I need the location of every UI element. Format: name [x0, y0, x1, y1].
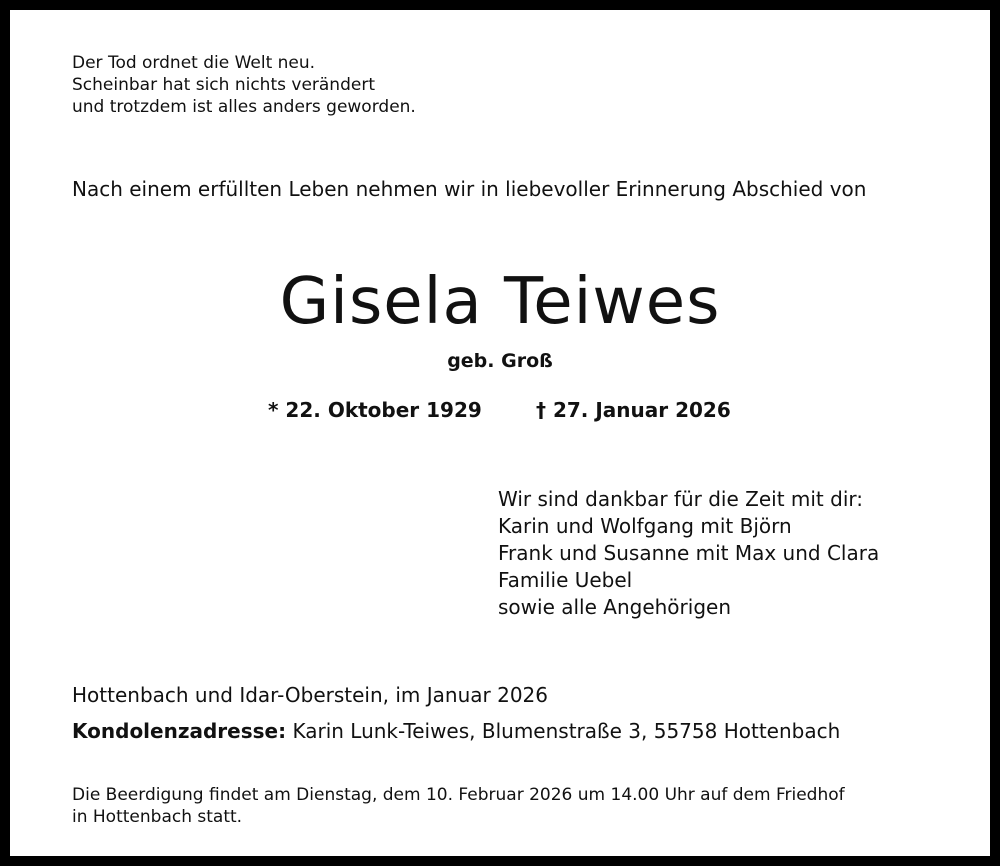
deceased-name: Gisela Teiwes: [279, 265, 721, 339]
funeral-notice: [72, 784, 845, 828]
poem-line: Der Tod ordnet die Welt neu.: [72, 53, 316, 73]
intro-text: Nach einem erfüllten Leben nehmen wir in liebevoller Erinnerung Abschied von: [72, 177, 867, 201]
mourners-line: sowie alle Angehörigen: [498, 595, 731, 619]
condolence-label: Kondolenzadresse:: [72, 719, 287, 743]
mourners-line: Karin und Wolfgang mit Björn: [498, 514, 792, 538]
mourners-line: Wir sind dankbar für die Zeit mit dir:: [498, 487, 863, 511]
place-date: Hottenbach und Idar-Oberstein, im Januar 2026: [72, 683, 549, 707]
birth-date: * 22. Oktober 1929: [268, 398, 482, 422]
funeral-line: Die Beerdigung findet am Dienstag, dem 10. Februar 2026 um 14.00 Uhr auf dem Friedhof: [72, 785, 845, 805]
poem: [72, 52, 416, 118]
mourners-list: [498, 486, 879, 621]
poem-line: und trotzdem ist alles anders geworden.: [72, 97, 416, 117]
mourners-line: Familie Uebel: [498, 568, 633, 592]
death-date: † 27. Januar 2026: [536, 398, 731, 422]
mourners-line: Frank und Susanne mit Max und Clara: [498, 541, 880, 565]
funeral-line: in Hottenbach statt.: [72, 807, 243, 827]
condolence-address-text: Karin Lunk-Teiwes, Blumenstraße 3, 55758 Hottenbach: [286, 719, 841, 743]
poem-line: Scheinbar hat sich nichts verändert: [72, 75, 375, 95]
condolence-address: [72, 718, 840, 744]
maiden-name: geb. Groß: [447, 350, 553, 372]
